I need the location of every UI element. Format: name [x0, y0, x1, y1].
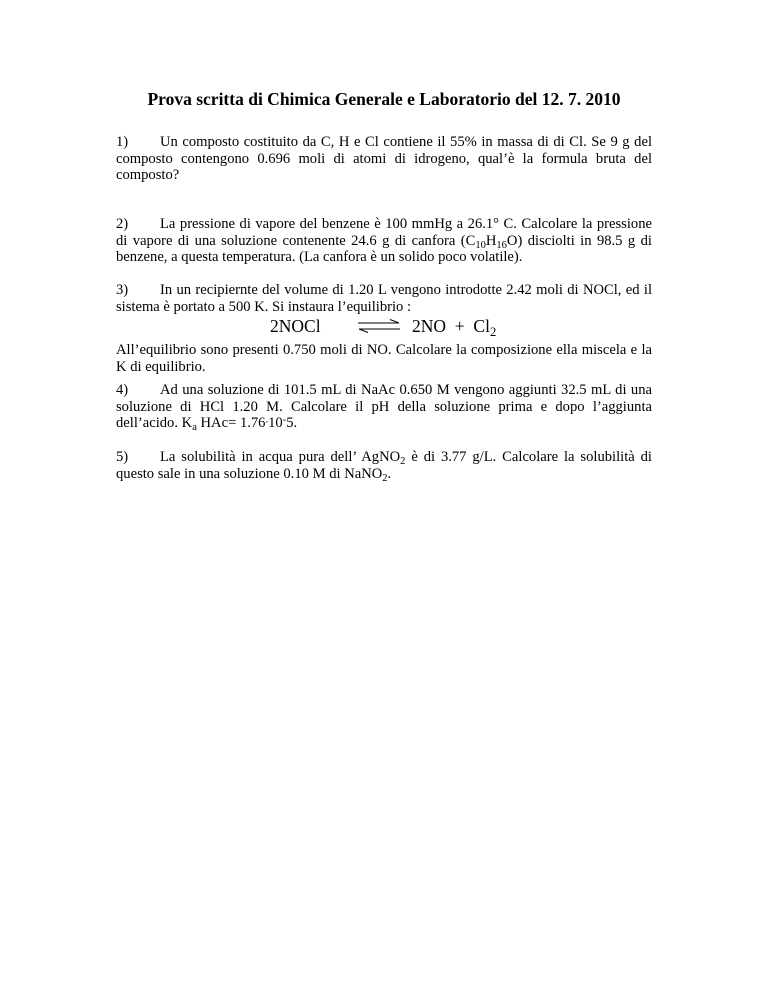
superscript: . — [265, 414, 269, 426]
question-text: . — [387, 465, 392, 482]
question-text: O) disciolti in 98.5 g di benzene, a questa temperatura. (La canfora è un solido poco volatile). — [116, 232, 652, 266]
question-text: In un recipiernte del volume di 1.20 L vengono introdotte 2.42 moli di NOCl, ed il sistema è portato a 500 K. Si instaura l’equilibrio : — [116, 282, 652, 315]
equilibrium-arrow-icon — [357, 319, 401, 333]
question-number: 1) — [116, 134, 129, 150]
question-text: 10 — [268, 415, 283, 432]
question-text: HAc= 1.76 — [196, 415, 266, 432]
question-number: 4) — [116, 382, 129, 398]
reaction-products-text: 2NO + Cl — [412, 316, 490, 336]
question-text: H — [485, 232, 497, 249]
question-3-continuation — [116, 342, 652, 375]
equilibrium-reaction — [270, 313, 570, 339]
subscript: 16 — [496, 239, 507, 251]
superscript: - — [282, 414, 287, 426]
question-text: All’equilibrio sono presenti 0.750 moli di NO. Calcolare la composizione ella miscela e la K di equilibrio. — [116, 342, 652, 375]
question-5 — [116, 449, 652, 482]
reaction-products — [412, 313, 496, 339]
question-number: 2) — [116, 216, 129, 232]
question-2 — [116, 216, 652, 266]
question-text: Ad una soluzione di 101.5 mL di NaAc 0.650 M vengono aggiunti 32.5 mL di una soluzione di HCl 1.20 M. Calcolare il pH della soluzione prima e dopo l’aggiunta dell’acido. K — [116, 382, 652, 432]
question-text: La pressione di vapore del benzene è 100 mmHg a 26.1° C. Calcolare la pressione di vapore di una soluzione contenente 24.6 g di canfora (C — [116, 216, 652, 249]
subscript: 2 — [489, 324, 497, 339]
page-title: Prova scritta di Chimica Generale e Laboratorio del 12. 7. 2010 — [147, 89, 621, 109]
question-1 — [116, 134, 652, 184]
question-4 — [116, 382, 652, 432]
subscript: a — [192, 422, 197, 434]
reaction-reactant: 2NOCl — [270, 316, 321, 336]
question-text: 5. — [286, 415, 298, 432]
question-text: La solubilità in acqua pura dell’ AgNO — [160, 449, 401, 465]
subscript: 2 — [400, 456, 406, 468]
subscript: 2 — [382, 472, 388, 484]
question-text: è di 3.77 g/L. Calcolare la solubilità di questo sale in una soluzione 0.10 M di NaNO — [116, 449, 652, 482]
question-number: 3) — [116, 282, 129, 298]
subscript: 10 — [475, 239, 486, 251]
question-3 — [116, 282, 652, 315]
question-number: 5) — [116, 449, 129, 465]
question-text: Un composto costituito da C, H e Cl contiene il 55% in massa di di Cl. Se 9 g del composto contengono 0.696 moli di atomi di idrogeno, qual’è la formula bruta del composto? — [116, 134, 652, 184]
